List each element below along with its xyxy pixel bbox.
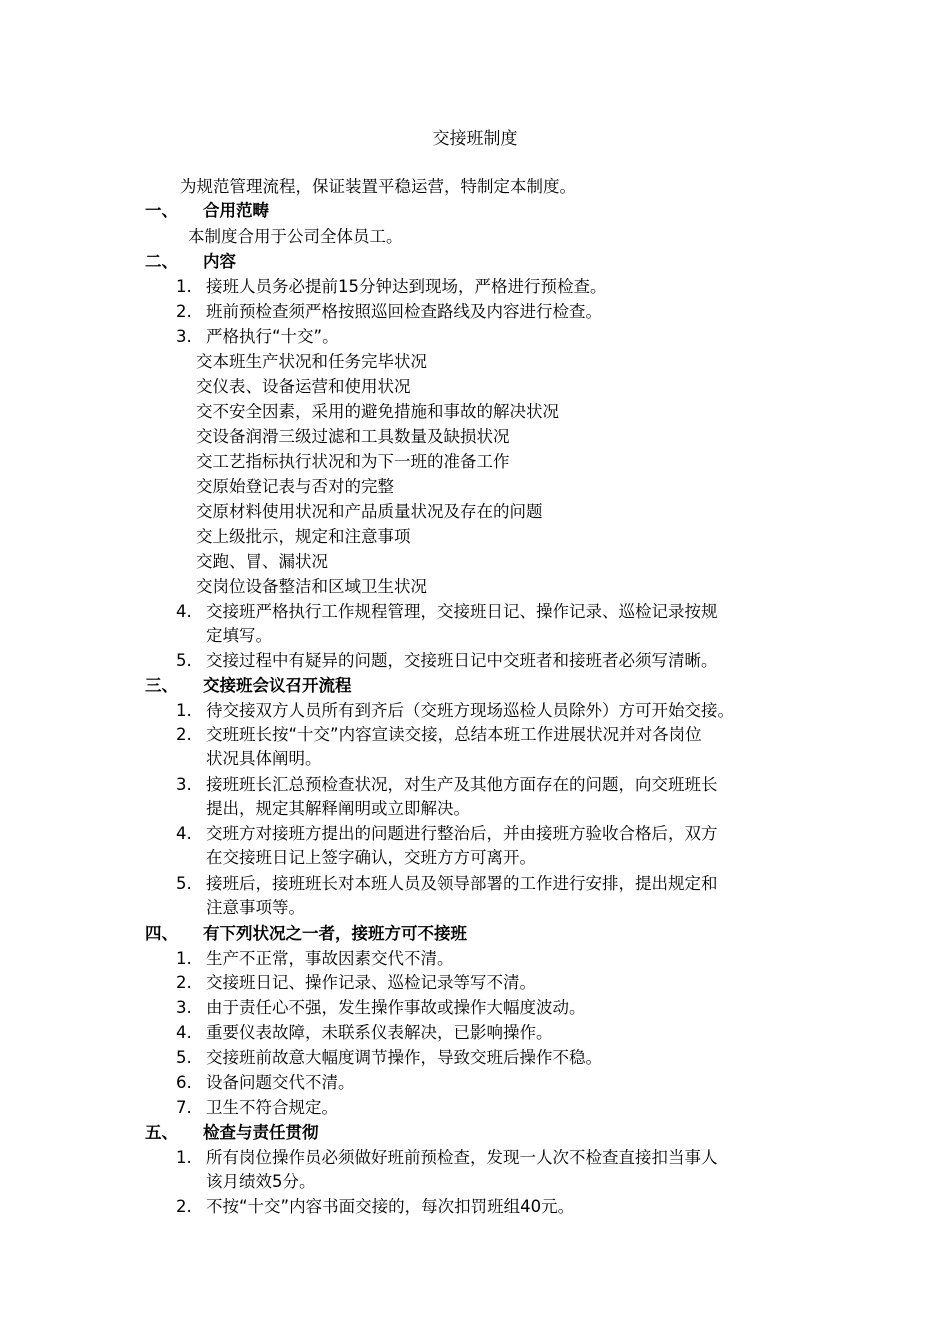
item-text: 不按“十交”内容书面交接的，每次扣罚班组40元。	[206, 1197, 575, 1216]
item-number: 3.	[176, 775, 192, 794]
item-text: 交班方对接班方提出的问题进行整治后，并由接班方验收合格后，双方	[206, 824, 718, 843]
section-title: 内容	[203, 252, 236, 271]
item-number: 4.	[176, 602, 192, 621]
item-text: 待交接双方人员所有到齐后（交班方现场巡检人员除外）方可开始交接。	[206, 701, 734, 720]
section-heading-3	[145, 673, 352, 698]
item-number: 7.	[176, 1098, 192, 1117]
item-number: 3.	[176, 998, 192, 1017]
list-item	[176, 1045, 602, 1070]
ten-handover-item: 交跑、冒、漏状况	[196, 552, 328, 571]
item-text: 重要仪表故障，未联系仪表解决，已影响操作。	[206, 1023, 553, 1042]
ten-handover-item: 交仪表、设备运营和使用状况	[196, 377, 411, 396]
section-number: 一、	[145, 201, 178, 220]
item-continuation: 定填写。	[206, 626, 272, 645]
scope-text: 本制度合用于公司全体员工。	[188, 227, 403, 246]
section-heading-5	[145, 1120, 319, 1145]
item-number: 6.	[176, 1073, 192, 1092]
item-number: 4.	[176, 1023, 192, 1042]
section-title: 检查与责任贯彻	[203, 1123, 319, 1142]
item-continuation: 在交接班日记上签字确认，交班方方可离开。	[206, 848, 536, 867]
item-continuation: 该月绩效5分。	[206, 1172, 316, 1191]
item-text: 交接班前故意大幅度调节操作，导致交班后操作不稳。	[206, 1048, 602, 1067]
item-continuation: 状况具体阐明。	[206, 749, 322, 768]
section-number: 五、	[145, 1123, 178, 1142]
item-text: 接班班长汇总预检查状况，对生产及其他方面存在的问题，向交班班长	[206, 775, 718, 794]
section-title: 有下列状况之一者，接班方可不接班	[203, 924, 467, 943]
item-number: 2.	[176, 973, 192, 992]
item-text: 所有岗位操作员必须做好班前预检查，发现一人次不检查直接扣当事人	[206, 1148, 718, 1167]
list-item	[176, 599, 718, 624]
ten-handover-item: 交岗位设备整洁和区域卫生状况	[196, 577, 427, 596]
list-item	[176, 1194, 574, 1219]
item-continuation: 提出，规定其解释阐明或立即解决。	[206, 799, 470, 818]
section-number: 四、	[145, 924, 178, 943]
list-item	[176, 274, 607, 299]
item-number: 2.	[176, 725, 192, 744]
item-text: 交班班长按“十交”内容宣读交接，总结本班工作进展状况并对各岗位	[206, 725, 702, 744]
section-heading-1	[145, 198, 269, 223]
item-text: 生产不正常，事故因素交代不清。	[206, 949, 454, 968]
intro-paragraph: 为规范管理流程，保证装置平稳运营，特制定本制度。	[180, 177, 576, 196]
list-item	[176, 722, 702, 747]
ten-handover-item: 交本班生产状况和任务完毕状况	[196, 352, 427, 371]
item-number: 1.	[176, 949, 192, 968]
item-number: 5.	[176, 1048, 192, 1067]
item-text: 接班人员务必提前15分钟达到现场，严格进行预检查。	[206, 277, 607, 296]
list-item	[176, 772, 718, 797]
item-number: 2.	[176, 1197, 192, 1216]
item-text: 交接班严格执行工作规程管理，交接班日记、操作记录、巡检记录按规	[206, 602, 718, 621]
ten-handover-item: 交原材料使用状况和产品质量状况及存在的问题	[196, 502, 543, 521]
ten-handover-item: 交工艺指标执行状况和为下一班的准备工作	[196, 452, 510, 471]
item-number: 1.	[176, 701, 192, 720]
list-item	[176, 324, 339, 349]
item-number: 2.	[176, 302, 192, 321]
section-title: 交接班会议召开流程	[203, 676, 352, 695]
ten-handover-item: 交上级批示，规定和注意事项	[196, 527, 411, 546]
section-title: 合用范畴	[203, 201, 269, 220]
item-number: 3.	[176, 327, 192, 346]
item-number: 1.	[176, 1148, 192, 1167]
ten-handover-item: 交原始登记表与否对的完整	[196, 477, 394, 496]
item-number: 5.	[176, 874, 192, 893]
section-heading-2	[145, 249, 236, 274]
item-number: 4.	[176, 824, 192, 843]
list-item	[176, 946, 454, 971]
list-item	[176, 821, 718, 846]
list-item	[176, 1145, 718, 1170]
ten-handover-item: 交不安全因素，采用的避免措施和事故的解决状况	[196, 402, 559, 421]
list-item	[176, 995, 586, 1020]
list-item	[176, 698, 734, 723]
item-number: 5.	[176, 651, 192, 670]
section-number: 三、	[145, 676, 178, 695]
item-continuation: 注意事项等。	[206, 898, 305, 917]
list-item	[176, 1095, 338, 1120]
page-title: 交接班制度	[432, 129, 518, 149]
item-text: 交接过程中有疑异的问题，交接班日记中交班者和接班者必须写清晰。	[206, 651, 718, 670]
list-item	[176, 1020, 553, 1045]
list-item	[176, 970, 536, 995]
item-text: 班前预检查须严格按照巡回检查路线及内容进行检查。	[206, 302, 602, 321]
item-number: 1.	[176, 277, 192, 296]
item-text: 卫生不符合规定。	[206, 1098, 338, 1117]
list-item	[176, 871, 718, 896]
item-text: 由于责任心不强，发生操作事故或操作大幅度波动。	[206, 998, 586, 1017]
ten-handover-item: 交设备润滑三级过滤和工具数量及缺损状况	[196, 427, 510, 446]
list-item	[176, 299, 602, 324]
section-heading-4	[145, 921, 467, 946]
list-item	[176, 1070, 355, 1095]
item-text: 设备问题交代不清。	[206, 1073, 355, 1092]
item-text: 接班后，接班班长对本班人员及领导部署的工作进行安排，提出规定和	[206, 874, 718, 893]
item-text: 交接班日记、操作记录、巡检记录等写不清。	[206, 973, 536, 992]
section-number: 二、	[145, 252, 178, 271]
item-text: 严格执行“十交”。	[206, 327, 339, 346]
list-item	[176, 648, 718, 673]
